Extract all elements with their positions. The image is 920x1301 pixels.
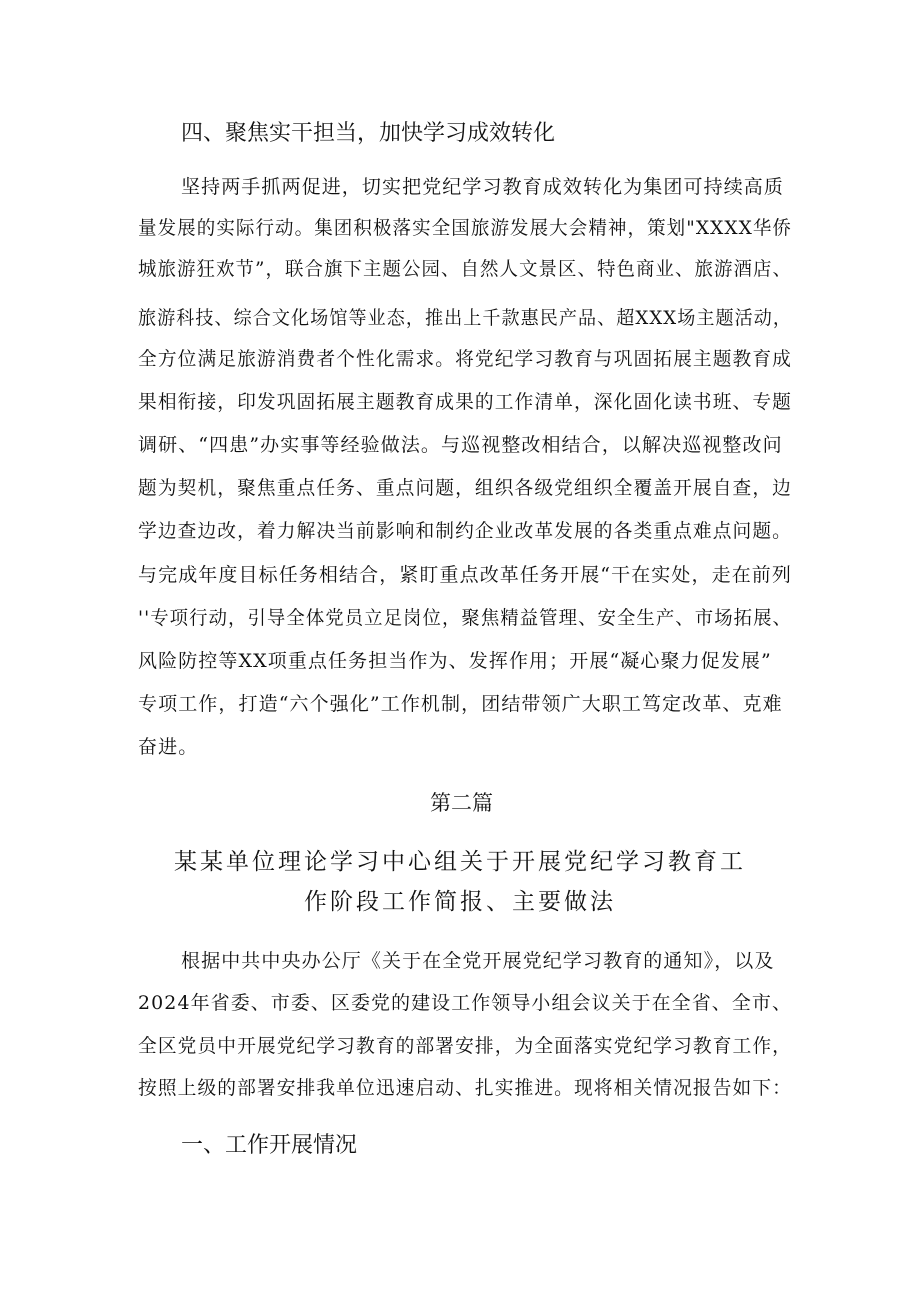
body-line: 果相衔接，印发巩固拓展主题教育成果的工作清单，深化固化读书班、专题 — [138, 391, 792, 413]
body-line: 坚持两手抓两促进，切实把党纪学习教育成效转化为集团可持续高质 — [181, 176, 785, 198]
body-line: 调研、“四患”办实事等经验做法。与巡视整改相结合，以解决巡视整改问 — [138, 434, 783, 456]
body-line: 风险防控等XX项重点任务担当作为、发挥作用；开展“凝心聚力促发展” — [138, 650, 772, 672]
body-line: 学边查边改，着力解决当前影响和制约企业改革发展的各类重点难点问题。 — [138, 520, 792, 542]
intro-line: 按照上级的部署安排我单位迅速启动、扎实推进。现将相关情况报告如下： — [138, 1077, 792, 1099]
body-line: 量发展的实际行动。集团积极落实全国旅游发展大会精神，策划"XXXX华侨 — [138, 217, 792, 239]
intro-line: 全区党员中开展党纪学习教育的部署安排，为全面落实党纪学习教育工作， — [138, 1035, 792, 1057]
intro-line: 2024年省委、市委、区委党的建设工作领导小组会议关于在全省、全市、 — [138, 992, 792, 1014]
body-line: 全方位满足旅游消费者个性化需求。将党纪学习教育与巩固拓展主题教育成 — [138, 348, 792, 370]
body-line: 旅游科技、综合文化场馆等业态，推出上千款惠民产品、超XXX场主题活动， — [138, 307, 792, 329]
body-line: ''专项行动，引导全体党员立足岗位，聚焦精益管理、安全生产、市场拓展、 — [138, 607, 792, 629]
part-label: 第二篇 — [430, 791, 493, 815]
document-title-line-2: 作阶段工作简报、主要做法 — [304, 889, 616, 915]
intro-line: 根据中共中央办公厅《关于在全党开展党纪学习教育的通知》，以及 — [181, 950, 775, 972]
body-line: 奋进。 — [138, 736, 199, 758]
section-4-heading: 四、聚焦实干担当，加快学习成效转化 — [181, 121, 556, 146]
body-line: 城旅游狂欢节”，联合旗下主题公园、自然人文景区、特色商业、旅游酒店、 — [138, 258, 792, 280]
body-line: 题为契机，聚焦重点任务、重点问题，组织各级党组织全覆盖开展自查，边 — [138, 477, 792, 499]
body-line: 专项工作，打造“六个强化”工作机制，团结带领广大职工笃定改革、克难 — [138, 693, 783, 715]
section-1-heading: 一、工作开展情况 — [181, 1133, 358, 1158]
body-line: 与完成年度目标任务相结合，紧盯重点改革任务开展“干在实处，走在前列 — [138, 564, 792, 586]
document-title-line-1: 某某单位理论学习中心组关于开展党纪学习教育工 — [174, 849, 746, 875]
